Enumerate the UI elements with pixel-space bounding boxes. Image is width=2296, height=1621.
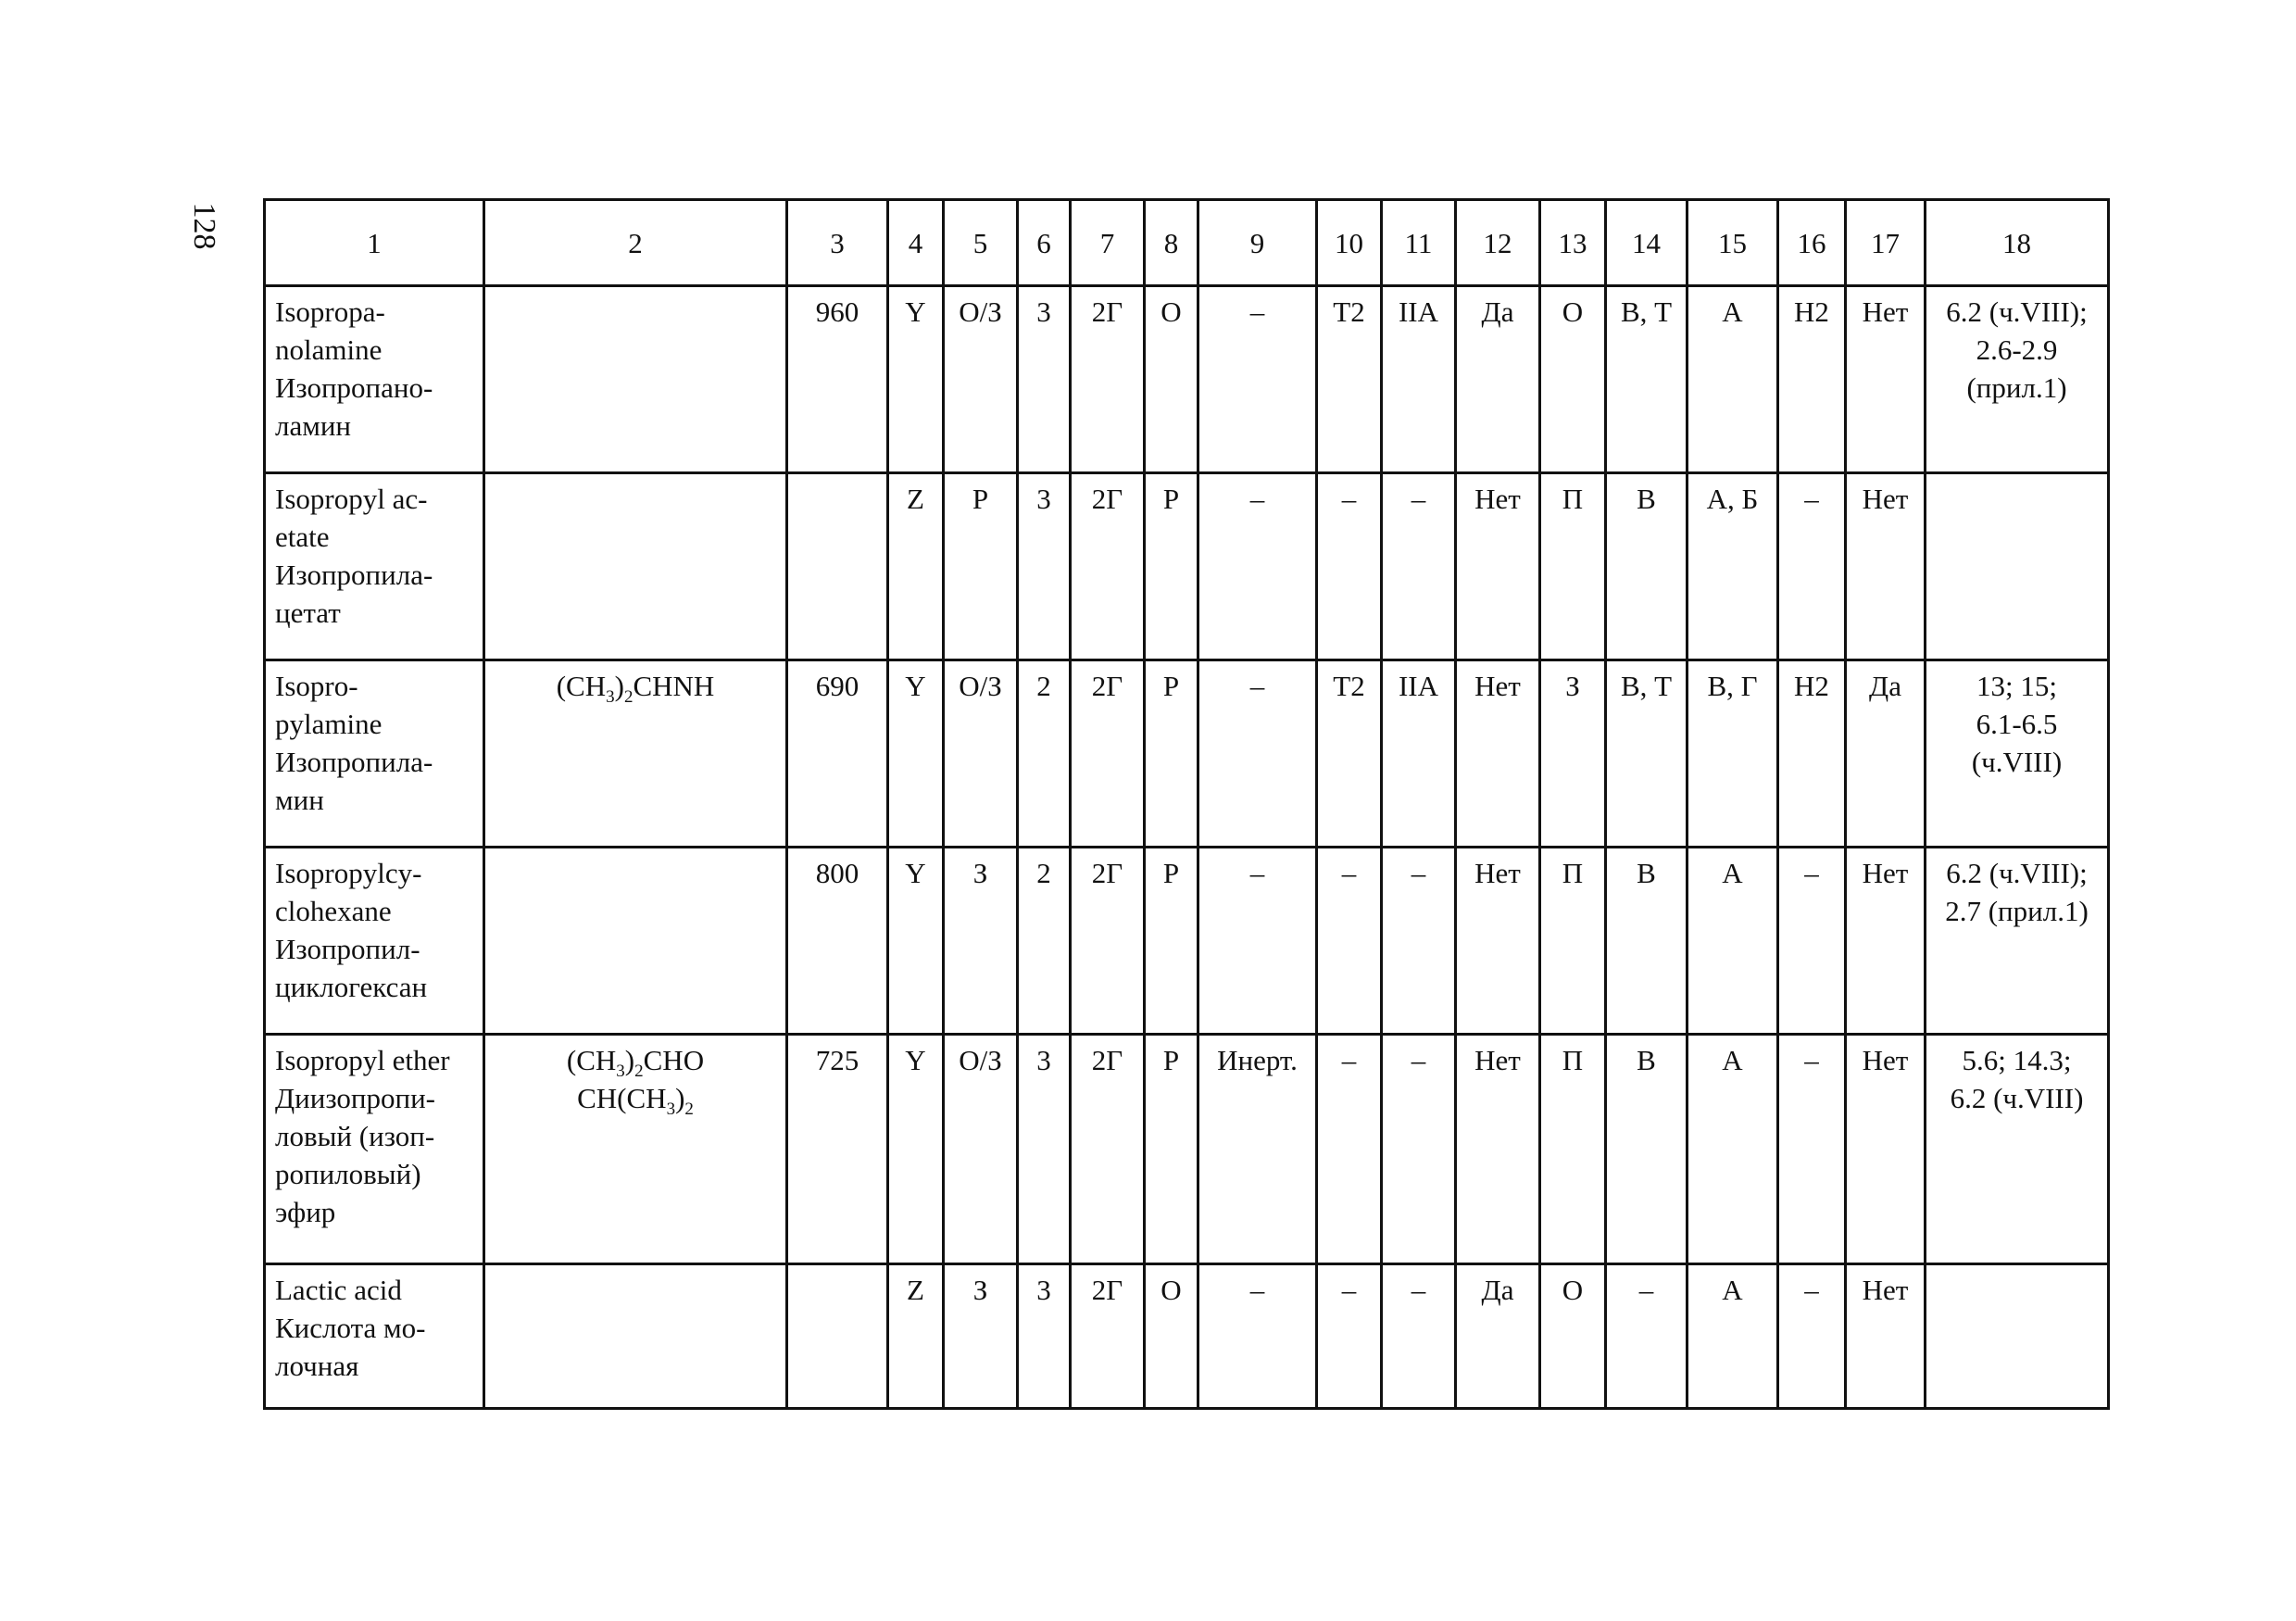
substance-name-line: Изопропила- <box>275 559 433 591</box>
formula-cell <box>484 473 787 660</box>
table-row <box>265 286 2109 473</box>
cell-col-17: Нет <box>1846 848 1926 1035</box>
reference-cell <box>1926 660 2109 848</box>
substance-name-line: ловый (изоп- <box>275 1120 435 1152</box>
cell-col-4: Y <box>888 286 944 473</box>
cell-col-7: 2Г <box>1071 1035 1145 1264</box>
column-header-9: 9 <box>1198 200 1317 286</box>
reference-line: 6.1-6.5 <box>1976 708 2058 740</box>
cell-col-15: А, Б <box>1687 473 1778 660</box>
substance-name-line: ропиловый) <box>275 1158 421 1190</box>
column-header-7: 7 <box>1071 200 1145 286</box>
substance-name-line: Isopro- <box>275 670 358 702</box>
column-header-10: 10 <box>1317 200 1382 286</box>
cell-col-10: – <box>1317 473 1382 660</box>
cell-col-4: Y <box>888 848 944 1035</box>
reference-line: (ч.VIII) <box>1971 746 2063 778</box>
column-header-14: 14 <box>1606 200 1687 286</box>
column-header-18: 18 <box>1926 200 2109 286</box>
cell-col-3: 960 <box>787 286 888 473</box>
cell-col-15: А <box>1687 286 1778 473</box>
column-header-4: 4 <box>888 200 944 286</box>
substance-name-line: Isopropa- <box>275 295 385 328</box>
reference-line: 6.2 (ч.VIII) <box>1950 1082 2084 1114</box>
cell-col-10: – <box>1317 848 1382 1035</box>
table-row <box>265 660 2109 848</box>
cell-col-7: 2Г <box>1071 660 1145 848</box>
reference-line: 2.6-2.9 <box>1976 333 2058 366</box>
substance-name-line: Isopropyl ac- <box>275 483 428 515</box>
column-header-2: 2 <box>484 200 787 286</box>
cell-col-11: IIА <box>1382 286 1456 473</box>
cell-col-11: – <box>1382 1035 1456 1264</box>
formula-cell <box>484 848 787 1035</box>
cell-col-12: Да <box>1456 1264 1540 1409</box>
cell-col-16: – <box>1778 848 1846 1035</box>
column-header-15: 15 <box>1687 200 1778 286</box>
cell-col-5: З <box>944 1264 1018 1409</box>
column-header-12: 12 <box>1456 200 1540 286</box>
cell-col-8: Р <box>1145 473 1198 660</box>
cell-col-16: Н2 <box>1778 660 1846 848</box>
cell-col-6: 2 <box>1018 848 1071 1035</box>
cell-col-12: Да <box>1456 286 1540 473</box>
cell-col-8: О <box>1145 1264 1198 1409</box>
reference-line: 6.2 (ч.VIII); <box>1946 857 2088 889</box>
formula-line <box>485 1079 785 1117</box>
cell-col-12: Нет <box>1456 848 1540 1035</box>
formula-subscript: 2 <box>623 687 634 707</box>
reference-cell <box>1926 286 2109 473</box>
cell-col-8: Р <box>1145 848 1198 1035</box>
column-header-13: 13 <box>1540 200 1606 286</box>
cell-col-16: – <box>1778 473 1846 660</box>
substance-name-cell <box>265 286 484 473</box>
substance-name-line: Изопропил- <box>275 933 420 965</box>
formula-line <box>485 1041 785 1079</box>
formula-cell <box>484 1035 787 1264</box>
cell-col-13: О <box>1540 286 1606 473</box>
cell-col-9: – <box>1198 286 1317 473</box>
cell-col-15: А <box>1687 1035 1778 1264</box>
cell-col-14: В, Т <box>1606 660 1687 848</box>
cell-col-3 <box>787 473 888 660</box>
formula-cell <box>484 286 787 473</box>
cell-col-6: 3 <box>1018 1264 1071 1409</box>
formula-text: ) <box>675 1082 685 1114</box>
substance-name-line: Диизопропи- <box>275 1082 435 1114</box>
cell-col-9: – <box>1198 660 1317 848</box>
cell-col-17: Нет <box>1846 286 1926 473</box>
column-header-6: 6 <box>1018 200 1071 286</box>
column-header-11: 11 <box>1382 200 1456 286</box>
formula-text: CHO <box>643 1044 705 1076</box>
column-header-8: 8 <box>1145 200 1198 286</box>
cell-col-14: В <box>1606 1035 1687 1264</box>
cell-col-13: П <box>1540 473 1606 660</box>
cell-col-16: Н2 <box>1778 286 1846 473</box>
formula-subscript: 3 <box>616 1062 625 1081</box>
substance-name-line: Isopropyl ether <box>275 1044 450 1076</box>
cell-col-7: 2Г <box>1071 848 1145 1035</box>
table-row <box>265 848 2109 1035</box>
cell-col-14: В <box>1606 848 1687 1035</box>
cell-col-4: Z <box>888 473 944 660</box>
cell-col-13: О <box>1540 1264 1606 1409</box>
cell-col-15: В, Г <box>1687 660 1778 848</box>
cell-col-15: А <box>1687 1264 1778 1409</box>
cell-col-11: IIА <box>1382 660 1456 848</box>
substance-table <box>263 198 2110 1410</box>
column-header-3: 3 <box>787 200 888 286</box>
formula-subscript: 2 <box>684 1100 694 1119</box>
cell-col-3: 690 <box>787 660 888 848</box>
cell-col-17: Да <box>1846 660 1926 848</box>
substance-name-cell <box>265 1264 484 1409</box>
substance-name-line: Изопропано- <box>275 371 433 404</box>
cell-col-13: З <box>1540 660 1606 848</box>
cell-col-5: О/З <box>944 660 1018 848</box>
substance-name-line: цетат <box>275 597 341 629</box>
substance-name-line: nolamine <box>275 333 383 366</box>
reference-line: 13; 15; <box>1976 670 2057 702</box>
substance-name-line: Lactic acid <box>275 1274 402 1306</box>
formula-text: (CH <box>556 670 607 702</box>
cell-col-3: 800 <box>787 848 888 1035</box>
substance-name-cell <box>265 473 484 660</box>
reference-line: 5.6; 14.3; <box>1962 1044 2072 1076</box>
reference-cell <box>1926 1264 2109 1409</box>
formula-cell <box>484 1264 787 1409</box>
cell-col-16: – <box>1778 1035 1846 1264</box>
formula-cell <box>484 660 787 848</box>
substance-name-line: Изопропила- <box>275 746 433 778</box>
cell-col-15: А <box>1687 848 1778 1035</box>
cell-col-14: В <box>1606 473 1687 660</box>
reference-cell <box>1926 1035 2109 1264</box>
reference-line: (прил.1) <box>1966 371 2067 404</box>
cell-col-5: О/З <box>944 1035 1018 1264</box>
cell-col-9: – <box>1198 848 1317 1035</box>
cell-col-14: В, Т <box>1606 286 1687 473</box>
substance-name-line: Кислота мо- <box>275 1312 426 1344</box>
cell-col-4: Y <box>888 1035 944 1264</box>
cell-col-4: Y <box>888 660 944 848</box>
substance-name-cell <box>265 848 484 1035</box>
page-number: 128 <box>187 202 221 250</box>
substance-name-line: лочная <box>275 1350 359 1382</box>
cell-col-3: 725 <box>787 1035 888 1264</box>
cell-col-7: 2Г <box>1071 1264 1145 1409</box>
formula-line <box>485 667 785 705</box>
cell-col-7: 2Г <box>1071 473 1145 660</box>
substance-name-line: ламин <box>275 409 352 442</box>
table-row <box>265 1035 2109 1264</box>
formula-text: CH(CH <box>577 1082 667 1114</box>
column-header-1: 1 <box>265 200 484 286</box>
cell-col-6: 3 <box>1018 473 1071 660</box>
substance-name-line: эфир <box>275 1196 336 1228</box>
cell-col-9: – <box>1198 1264 1317 1409</box>
cell-col-11: – <box>1382 848 1456 1035</box>
formula-text: ) <box>614 670 624 702</box>
cell-col-12: Нет <box>1456 473 1540 660</box>
cell-col-14: – <box>1606 1264 1687 1409</box>
cell-col-10: Т2 <box>1317 286 1382 473</box>
header-row <box>265 200 2109 286</box>
reference-line: 6.2 (ч.VIII); <box>1946 295 2088 328</box>
cell-col-7: 2Г <box>1071 286 1145 473</box>
cell-col-17: Нет <box>1846 1264 1926 1409</box>
substance-name-line: мин <box>275 784 324 816</box>
cell-col-12: Нет <box>1456 1035 1540 1264</box>
cell-col-10: Т2 <box>1317 660 1382 848</box>
substance-name-line: циклогексан <box>275 971 428 1003</box>
cell-col-10: – <box>1317 1264 1382 1409</box>
reference-line: 2.7 (прил.1) <box>1945 895 2089 927</box>
substance-name-cell <box>265 660 484 848</box>
formula-text: (CH <box>566 1044 617 1076</box>
cell-col-11: – <box>1382 1264 1456 1409</box>
substance-name-line: etate <box>275 521 330 553</box>
cell-col-17: Нет <box>1846 1035 1926 1264</box>
cell-col-6: 3 <box>1018 1035 1071 1264</box>
substance-name-line: pylamine <box>275 708 383 740</box>
formula-subscript: 2 <box>634 1062 644 1081</box>
cell-col-6: 2 <box>1018 660 1071 848</box>
reference-cell <box>1926 473 2109 660</box>
table-row <box>265 1264 2109 1409</box>
substance-name-line: clohexane <box>275 895 392 927</box>
cell-col-9: – <box>1198 473 1317 660</box>
cell-col-8: Р <box>1145 1035 1198 1264</box>
cell-col-9: Инерт. <box>1198 1035 1317 1264</box>
column-header-17: 17 <box>1846 200 1926 286</box>
column-header-5: 5 <box>944 200 1018 286</box>
cell-col-12: Нет <box>1456 660 1540 848</box>
column-header-16: 16 <box>1778 200 1846 286</box>
cell-col-5: З <box>944 848 1018 1035</box>
substance-name-line: Isopropylcy- <box>275 857 422 889</box>
cell-col-17: Нет <box>1846 473 1926 660</box>
cell-col-6: 3 <box>1018 286 1071 473</box>
cell-col-10: – <box>1317 1035 1382 1264</box>
substance-name-cell <box>265 1035 484 1264</box>
reference-cell <box>1926 848 2109 1035</box>
cell-col-4: Z <box>888 1264 944 1409</box>
formula-text: ) <box>624 1044 635 1076</box>
cell-col-8: Р <box>1145 660 1198 848</box>
cell-col-5: О/З <box>944 286 1018 473</box>
cell-col-8: О <box>1145 286 1198 473</box>
formula-subscript: 3 <box>666 1100 676 1119</box>
cell-col-16: – <box>1778 1264 1846 1409</box>
cell-col-5: Р <box>944 473 1018 660</box>
table-row <box>265 473 2109 660</box>
cell-col-3 <box>787 1264 888 1409</box>
cell-col-13: П <box>1540 1035 1606 1264</box>
formula-text: CHNH <box>633 670 715 702</box>
cell-col-13: П <box>1540 848 1606 1035</box>
cell-col-11: – <box>1382 473 1456 660</box>
formula-subscript: 3 <box>606 687 615 707</box>
